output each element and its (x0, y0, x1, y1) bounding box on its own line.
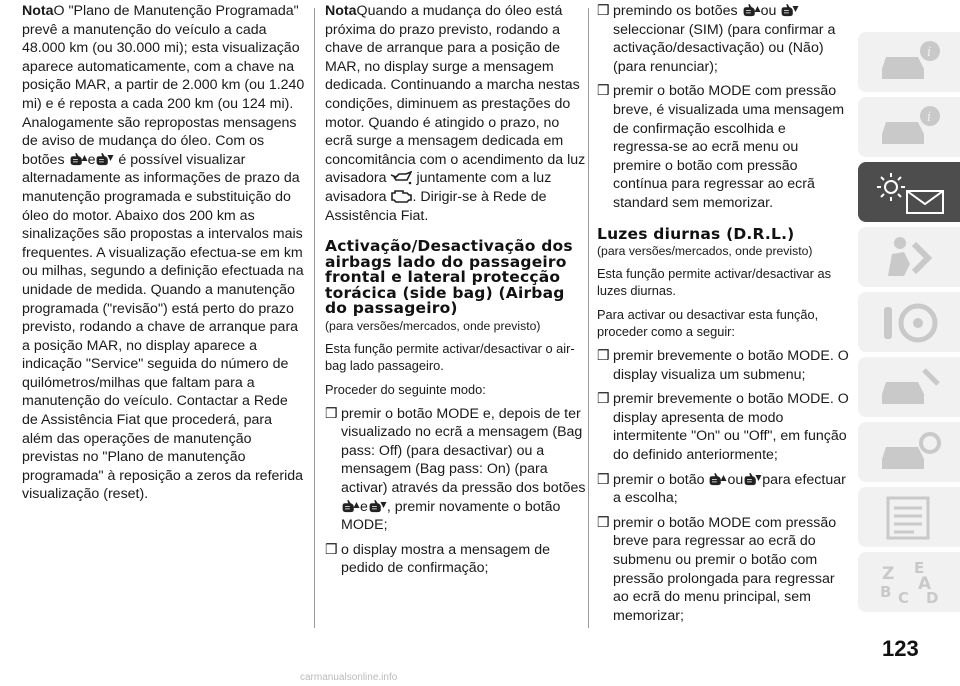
hand-button-down-icon (368, 498, 387, 514)
versions-note: (para versões/mercados, onde previsto) (597, 244, 813, 259)
hand-button-up-icon (708, 471, 727, 487)
list-item: ❒ premir o botão MODE e, depois de ter visualizado no ecrã a mensagem (Bag pass: Off) (para desactivar) ou a mensagem (Bag pass: On) (para activar) através da pressão dos botões e , premir novamente o botão MODE; (325, 405, 586, 534)
tab-safety[interactable] (858, 227, 960, 287)
car-info-icon (874, 39, 944, 85)
warning-lights-icon (869, 167, 949, 217)
tab-index[interactable] (858, 552, 960, 612)
oil-can-icon (390, 171, 412, 185)
technical-data-icon (874, 494, 944, 540)
column-3 (597, 2, 849, 631)
hand-button-down-icon (743, 471, 762, 487)
hand-button-up-icon (69, 151, 88, 167)
list-item: ❒ premir o botão ou para efectuar a escolha; (597, 471, 846, 507)
drl-intro: Esta função permite activar/desactivar as luzes diurnas. (597, 266, 832, 299)
svg-text:C: C (898, 589, 910, 607)
engine-warning-icon (390, 189, 412, 204)
column-2 (325, 2, 587, 584)
note-oil-change: NotaQuando a mudança do óleo está próxima do prazo previsto, rodando a chave de arranque para a posição de MAR, no display surge a mensagem dedicada. Continuando a marcha nestas condições, diminuem as prestações do motor. Quando é atingido o prazo, no ecrã surge a mensagem dedicada em concomitância com o acendimento da luz avisadora juntamente com a luz avisadora . Dirigir-se à Rede de Assistência Fiat. (325, 3, 586, 224)
svg-text:A: A (918, 574, 932, 594)
svg-text:E: E (914, 559, 925, 577)
watermark: carmanualsonline.info (300, 672, 398, 683)
list-item: ❒ premir o botão MODE com pressão breve, é visualizada uma mensagem de confirmação escolhida e regressa-se ao ecrã menu ou premire o botão com pressão contínua para regressar ao ecrã standard sem memorizar. (597, 83, 845, 211)
drl-proceed: Para activar ou desactivar esta função, proceder como a seguir: (597, 307, 819, 340)
svg-text:i: i (927, 110, 932, 125)
proceed-text: Proceder do seguinte modo: (325, 381, 486, 397)
note-maintenance: NotaO "Plano de Manutenção Programada" prevê a manutenção do veículo a cada 48.000 km (ou 30.000 mi); esta visualização aparece automaticamente, com a chave na posição MAR, a partir de 2.000 km (ou 1.240 mi) e é reposta a cada 200 km (ou 124 mi). Analogamente são repropostas mensagens de aviso de mudança do óleo. Com os botões e é possível visualizar alternadamente as informações de prazo da manutenção programada e substituição do óleo do motor. Abaixo dos 200 km as sinalizações são propostas a intervalos mais frequentes. A visualização efectua-se em km ou milhas, segundo a definição efectuada na unidade de medida. Quando a manutenção programada ("revisão") está perto do prazo previsto, rodando a chave de arranque para a posição MAR, no display aparece a indicação "Service" seguida do número de quilómetros/milhas que faltam para a manutenção do veículo. Contactar a Rede de Assistência Fiat que procederá, para além das operações de manutenção previstas no "Plano de manutenção programada" à reposição a zeros da referida visualização (reset). (22, 3, 305, 503)
chapter-tabs (858, 32, 960, 617)
column-divider (314, 8, 315, 628)
tab-in-emergency[interactable] (858, 357, 960, 417)
index-icon (874, 557, 944, 607)
tab-car-info[interactable] (858, 32, 960, 92)
column-1 (22, 2, 306, 512)
list-item: ❒ premir o botão MODE com pressão breve para regressar ao ecrã do submenu ou premir o botão com pressão prolongada para regressar ao ecrã do menu principal, sem memorizar; (597, 514, 837, 624)
page-number: 123 (882, 636, 919, 661)
tab-starting-driving[interactable] (858, 292, 960, 352)
hand-button-up-icon (341, 498, 360, 514)
airbag-intro: Esta função permite activar/desactivar o air-bag lado passageiro. (325, 340, 575, 373)
svg-text:B: B (880, 583, 892, 601)
warning-lights-icon (874, 104, 944, 150)
airbag-person-icon (874, 234, 944, 280)
hand-button-down-icon (780, 2, 799, 18)
car-service-icon (874, 429, 944, 475)
tab-warning-lights[interactable] (858, 97, 960, 157)
svg-text:Z: Z (882, 564, 895, 584)
list-item: ❒ premir brevemente o botão MODE. O display visualiza um submenu; (597, 348, 849, 383)
list-item: ❒ premir brevemente o botão MODE. O display apresenta de modo intermitente "On" ou "Off", em função do definido anteriormente; (597, 391, 849, 463)
steering-wheel-icon (874, 299, 944, 345)
airbag-section-heading: Activação/Desactivação dos airbags lado do passageiro frontal e lateral protecção torácica (side bag) (Airbag do passageiro) (325, 237, 573, 318)
car-service-icon (874, 364, 944, 410)
tab-dashboard-active[interactable] (858, 162, 960, 222)
hand-button-up-icon (742, 2, 761, 18)
column-divider (588, 8, 589, 628)
drl-section-heading: Luzes diurnas (D.R.L.) (597, 224, 795, 243)
hand-button-down-icon (95, 151, 114, 167)
versions-note: (para versões/mercados, onde previsto) (325, 318, 541, 333)
list-item: ❒ premindo os botões ou seleccionar (SIM) (para confirmar a activação/desactivação) ou (Não) (para renunciar); (597, 3, 836, 75)
list-item: ❒ o display mostra a mensagem de pedido de confirmação; (325, 541, 550, 577)
tab-servicing[interactable] (858, 422, 960, 482)
svg-text:i: i (927, 45, 932, 60)
tab-technical-data[interactable] (858, 487, 960, 547)
svg-text:D: D (926, 589, 939, 607)
